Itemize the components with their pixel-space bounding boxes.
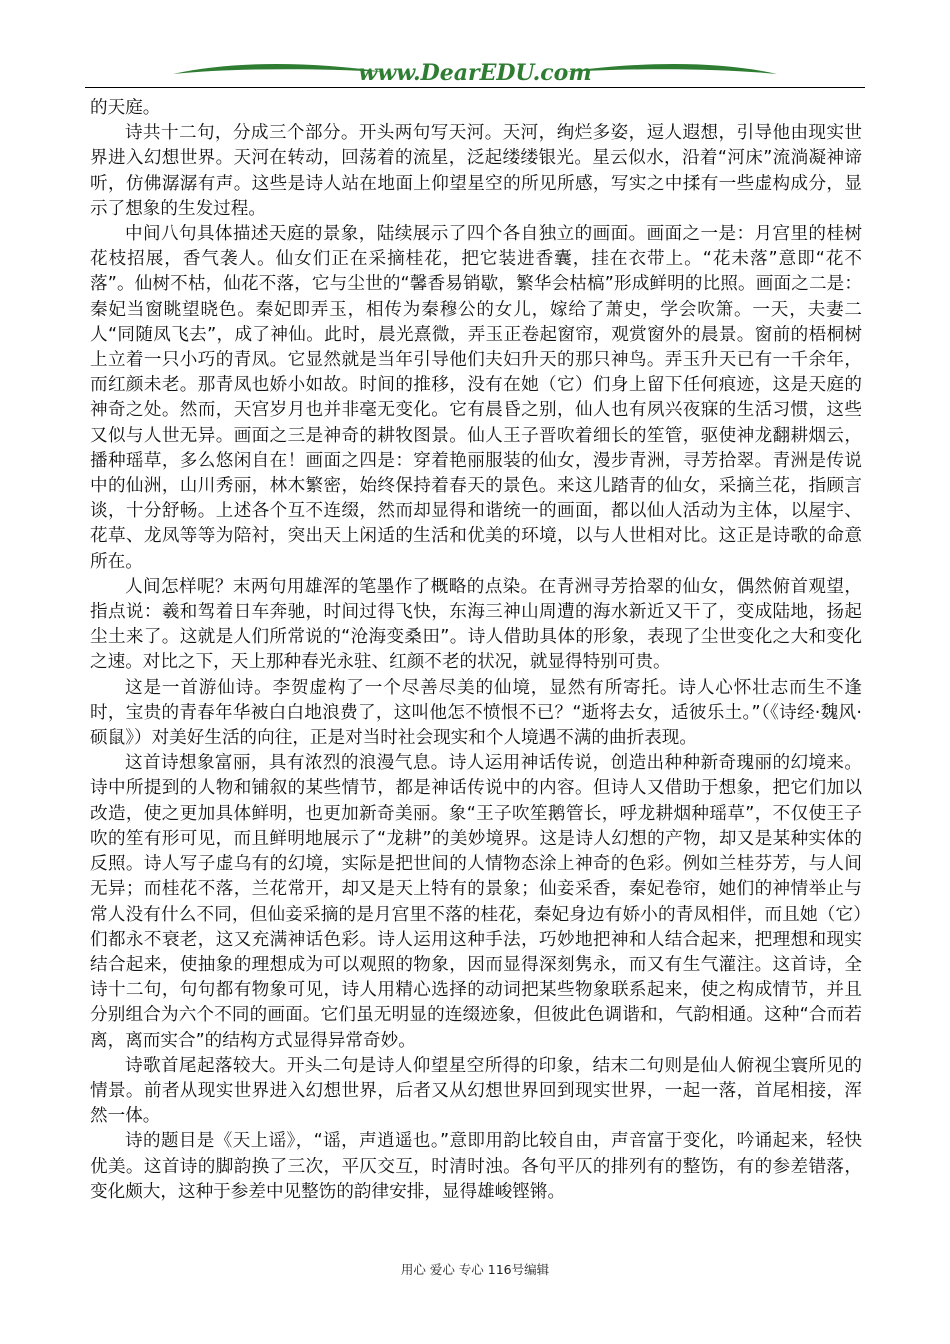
- paragraph: 诗的题目是《天上谣》，“谣，声逍遥也。”意即用韵比较自由，声音富于变化，吟诵起来，轻快优美。这首诗的脚韵换了三次，平仄交互，时清时浊。各句平仄的排列有的整饬，有的参差错落，变化颇大，这种于参差中见整饬的韵律安排，显得雄峻铿锵。: [90, 1131, 862, 1202]
- page-header: [85, 54, 865, 94]
- article-body: [90, 96, 862, 1205]
- paragraph: 中间八句具体描述天庭的景象，陆续展示了四个各自独立的画面。画面之一是：月宫里的桂树花枝招展，香气袭人。仙女们正在采摘桂花，把它装进香囊，挂在衣带上。“花未落”意即“花不落”。仙树不枯，仙花不落，它与尘世的“馨香易销歇，繁华会枯槁”形成鲜明的比照。画面之二是：秦妃当窗眺望晓色。秦妃即弄玉，相传为秦穆公的女儿，嫁给了萧史，学会吹箫。一天，夫妻二人“同随凤飞去”，成了神仙。此时，晨光熹微，弄玉正卷起窗帘，观赏窗外的晨景。窗前的梧桐树上立着一只小巧的青凤。它显然就是当年引导他们夫妇升天的那只神鸟。弄玉升天已有一千余年，而红颜未老。那青凤也娇小如故。时间的推移，没有在她（它）们身上留下任何痕迹，这是天庭的神奇之处。然而，天宫岁月也并非毫无变化。它有晨昏之别，仙人也有夙兴夜寐的生活习惯，这些又似与人世无异。画面之三是神奇的耕牧图景。仙人王子晋吹着细长的笙管，驱使神龙翻耕烟云，播种瑶草，多么悠闲自在！画面之四是：穿着艳丽服装的仙女，漫步青洲，寻芳拾翠。青洲是传说中的仙洲，山川秀丽，林木繁密，始终保持着春天的景色。来这儿踏青的仙女，采摘兰花，指顾言谈，十分舒畅。上述各个互不连缀，然而却显得和谐统一的画面，都以仙人活动为主体，以屋宇、花草、龙凤等等为陪衬，突出天上闲适的生活和优美的环境，以与人世相对比。这正是诗歌的命意所在。: [90, 224, 862, 572]
- paragraph: 诗共十二句，分成三个部分。开头两句写天河。天河，绚烂多姿，逗人遐想，引导他由现实世界进入幻想世界。天河在转动，回荡着的流星，泛起缕缕银光。星云似水，沿着“河床”流淌凝神谛听，仿佛潺潺有声。这些是诗人站在地面上仰望星空的所见所感，写实之中揉有一些虚构成分，显示了想象的生发过程。: [90, 123, 862, 219]
- paragraph: 这首诗想象富丽，具有浓烈的浪漫气息。诗人运用神话传说，创造出种种新奇瑰丽的幻境来。诗中所提到的人物和铺叙的某些情节，都是神话传说中的内容。但诗人又借助于想象，把它们加以改造，使之更加具体鲜明，也更加新奇美丽。象“王子吹笙鹅管长，呼龙耕烟种瑶草”，不仅使王子吹的笙有形可见，而且鲜明地展示了“龙耕”的美妙境界。这是诗人幻想的产物，却又是某种实体的反照。诗人写子虚乌有的幻境，实际是把世间的人情物态涂上神奇的色彩。例如兰桂芬芳，与人间无异；而桂花不落，兰花常开，却又是天上特有的景象；仙妾采香，秦妃卷帘，她们的神情举止与常人没有什么不同，但仙妾采摘的是月宫里不落的桂花，秦妃身边有娇小的青凤相伴，而且她（它）们都永不衰老，这又充满神话色彩。诗人运用这种手法，巧妙地把神和人结合起来，把理想和现实结合起来，使抽象的理想成为可以观照的物象，因而显得深刻隽永，而又有生气灌注。这首诗，全诗十二句，句句都有物象可见，诗人用精心选择的动词把某些物象联系起来，使之构成情节，并且分别组合为六个不同的画面。它们虽无明显的连缀迹象，但彼此色调谐和，气韵相通。这种“合而若离，离而实合”的结构方式显得异常奇妙。: [90, 753, 862, 1051]
- paragraph: 诗歌首尾起落较大。开头二句是诗人仰望星空所得的印象，结末二句则是仙人俯视尘寰所见的情景。前者从现实世界进入幻想世界，后者又从幻想世界回到现实世界，一起一落，首尾相接，浑然一体。: [90, 1055, 862, 1127]
- site-url-logo: www.DearEDU.com: [358, 60, 592, 86]
- paragraph: 人间怎样呢？末两句用雄浑的笔墨作了概略的点染。在青洲寻芳拾翠的仙女，偶然俯首观望，指点说：羲和驾着日车奔驰，时间过得飞快，东海三神山周遭的海水新近又干了，变成陆地，扬起尘土来了。这就是人们所常说的“沧海变桑田”。诗人借助具体的形象，表现了尘世变化之大和变化之速。对比之下，天上那种春光永驻、红颜不老的状况，就显得特别可贵。: [90, 576, 862, 673]
- page-footer: 用心 爱心 专心 116号编辑: [400, 1262, 550, 1277]
- header-divider: [85, 87, 865, 88]
- paragraph: 的天庭。: [90, 98, 161, 118]
- paragraph: 这是一首游仙诗。李贺虚构了一个尽善尽美的仙境，显然有所寄托。诗人心怀壮志而生不逢时，宝贵的青春年华被白白地浪费了，这叫他怎不愤恨不已？“逝将去女，适彼乐土。”（《诗经·魏风·硕鼠》）对美好生活的向往，正是对当时社会现实和个人境遇不满的曲折表现。: [90, 677, 862, 749]
